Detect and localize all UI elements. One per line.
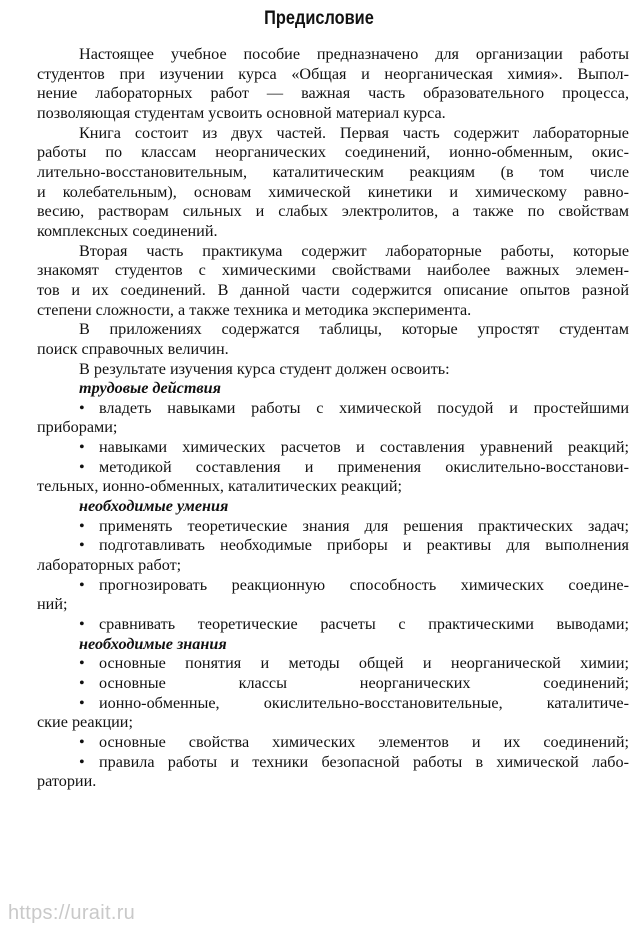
list-item: [37, 615, 629, 635]
text-line: • владеть навыками работы с химической посудой и простейшими: [37, 399, 629, 419]
text-line: и колебательным), основам химической кинетики и химическому равно-: [37, 182, 629, 201]
text-line: • методикой составления и применения окислительно-восстанови-: [37, 458, 629, 478]
paragraph: [37, 124, 629, 242]
text-line: • прогнозировать реакционную способность химических соедине-: [37, 576, 629, 596]
text-line: работы по классам неорганических соединений, ионно-обменным, окис-: [37, 143, 629, 162]
section-heading-required-skills: необходимые умения: [79, 497, 229, 516]
text-line: поиск справочных величин.: [37, 339, 229, 358]
text-line: тельных, ионно-обменных, каталитических реакций;: [37, 477, 403, 496]
text-line: В приложениях содержатся таблицы, которые упростят студентам: [79, 320, 629, 339]
text-line: Книга состоит из двух частей. Первая часть содержит лабораторные: [79, 123, 629, 142]
text-line: • основные понятия и методы общей и неорганической химии;: [37, 654, 629, 674]
body-text: [37, 45, 629, 792]
text-line: знакомят студентов с химическими свойствами наиболее важных элемен-: [37, 261, 629, 280]
text-line: ний;: [37, 595, 68, 614]
text-line: ратории.: [37, 772, 97, 791]
list-item: [37, 674, 629, 694]
list-item: [37, 733, 629, 753]
text-line: Вторая часть практикума содержит лабораторные работы, которые: [79, 241, 629, 260]
text-line: весию, растворам сильных и слабых электролитов, а также по свойствам: [37, 202, 629, 221]
list-item: [37, 753, 629, 792]
text-line: • сравнивать теоретические расчеты с практическими выводами;: [37, 615, 629, 635]
page-title: Предисловие: [264, 8, 374, 29]
text-line: • применять теоретические знания для решения практических задач;: [37, 517, 629, 537]
text-line: ские реакции;: [37, 713, 133, 732]
text-line: студентов при изучении курса «Общая и неорганическая химия». Выпол-: [37, 64, 629, 83]
text-line: нение лабораторных работ — важная часть образовательного процесса,: [37, 84, 629, 103]
text-line: • основные классы неорганических соединений;: [37, 674, 629, 694]
text-line: приборами;: [37, 418, 118, 437]
text-line: В результате изучения курса студент должен освоить:: [79, 359, 450, 378]
list-item: [37, 536, 629, 575]
text-line: • подготавливать необходимые приборы и реактивы для выполнения: [37, 536, 629, 556]
paragraph: [37, 45, 629, 124]
list-item: [37, 694, 629, 733]
text-line: • правила работы и техники безопасной работы в химической лабо-: [37, 753, 629, 773]
section-heading-labor-actions: трудовые действия: [79, 379, 221, 398]
list-item: [37, 517, 629, 537]
watermark-url: https://urait.ru: [8, 902, 136, 924]
text-line: • основные свойства химических элементов и их соединений;: [37, 733, 629, 753]
text-line: степени сложности, а также техника и методика эксперимента.: [37, 300, 472, 319]
list-item: [37, 654, 629, 674]
paragraph: [37, 320, 629, 359]
text-line: позволяющая студентам усвоить основной материал курса.: [37, 103, 446, 122]
list-item: [37, 458, 629, 497]
text-line: лабораторных работ;: [37, 556, 182, 575]
paragraph: [37, 360, 629, 380]
text-line: • навыками химических расчетов и составления уравнений реакций;: [37, 438, 629, 458]
text-line: комплексных соединений.: [37, 221, 218, 240]
text-line: тов и их соединений. В данной части содержится описание опытов разной: [37, 280, 629, 299]
text-line: лительно-восстановительным, каталитическим реакциям (в том числе: [37, 162, 629, 181]
section-heading-required-knowledge: необходимые знания: [79, 634, 227, 653]
paragraph: [37, 242, 629, 321]
list-item: [37, 399, 629, 438]
text-line: • ионно-обменные, окислительно-восстановительные, каталитиче-: [37, 694, 629, 714]
text-line: Настоящее учебное пособие предназначено для организации работы: [79, 45, 629, 63]
list-item: [37, 576, 629, 615]
list-item: [37, 438, 629, 458]
